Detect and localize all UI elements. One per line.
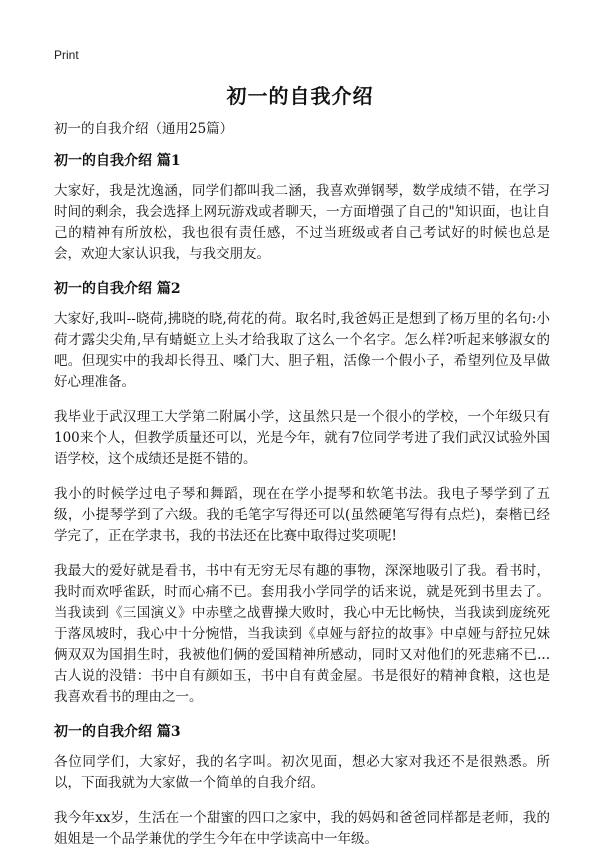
document-subtitle: 初一的自我介绍（通用25篇） [54,121,234,137]
document-body [54,119,550,864]
print-link[interactable]: Print [54,48,79,62]
paragraph: 我毕业于武汉理工大学第二附属小学，这虽然只是一个很小的学校，一个年级只有100来个人，但教学质量还可以，光是今年，就有7位同学考进了我们武汉试验外国语学校，这个成绩还是挺不错的。 [54,409,550,467]
section-3 [54,722,550,850]
page-title: 初一的自我介绍 [226,84,374,108]
section-heading: 初一的自我介绍 篇2 [54,281,181,297]
paragraph: 大家好，我是沈逸涵，同学们都叫我二涵，我喜欢弹钢琴，数学成绩不错，在学习时间的剩余，我会选择上网玩游戏或者聊天，一方面增强了自己的"知识面，也让自己的精神有所放松，我也很有责任感，不过当班级或者自己考试好的时候也总是会，欢迎大家认识我，与我交朋友。 [54,183,550,262]
paragraph: 我小的时候学过电子琴和舞蹈，现在在学小提琴和软笔书法。我电子琴学到了五级，小提琴学到了六级。我的毛笔字写得还可以(虽然硬笔写得有点烂)，秦楷已经学完了，正在学隶书，我的书法还在比赛中取得过奖项呢! [54,486,550,544]
paragraph: 大家好,我叫--晓荷,拂晓的晓,荷花的荷。取名时,我爸妈正是想到了杨万里的名句:小荷才露尖尖角,早有蜻蜓立上头才给我取了这么一个名字。怎么样?听起来够淑女的吧。但现实中的我却长得丑、嗓门大、胆子粗，活像一个假小子，希望列位及早做好心理准备。 [54,311,550,390]
section-2 [54,279,550,708]
section-1 [54,151,550,265]
paragraph: 各位同学们，大家好，我的名字叫。初次见面，想必大家对我还不是很熟悉。所以，下面我就为大家做一个简单的自我介绍。 [54,754,550,791]
paragraph: 我今年xx岁，生活在一个甜蜜的四口之家中，我的妈妈和爸爸同样都是老师，我的姐姐是一个品学兼优的学生今年在中学读高中一年级。 [54,810,550,847]
paragraph: 我最大的爱好就是看书，书中有无穷无尽有趣的事物，深深地吸引了我。看书时，我时而欢呼雀跃，时而心痛不已。套用我小学同学的话来说，就是死到书里去了。当我读到《三国演义》中赤壁之战曹操大败时，我心中无比畅快，当我读到庞统死于落凤坡时，我心中十分惋惜，当我读到《卓娅与舒拉的故事》中卓娅与舒拉兄妹俩双双为国捐生时，我被他们俩的爱国精神所感动，同时又对他们的死悲痛不已...古人说的没错：书中自有颜如玉，书中自有黄金屋。书是很好的精神食粮，这也是我喜欢看书的理由之一。 [54,563,550,705]
section-heading: 初一的自我介绍 篇3 [54,724,181,740]
section-heading: 初一的自我介绍 篇1 [54,153,181,169]
